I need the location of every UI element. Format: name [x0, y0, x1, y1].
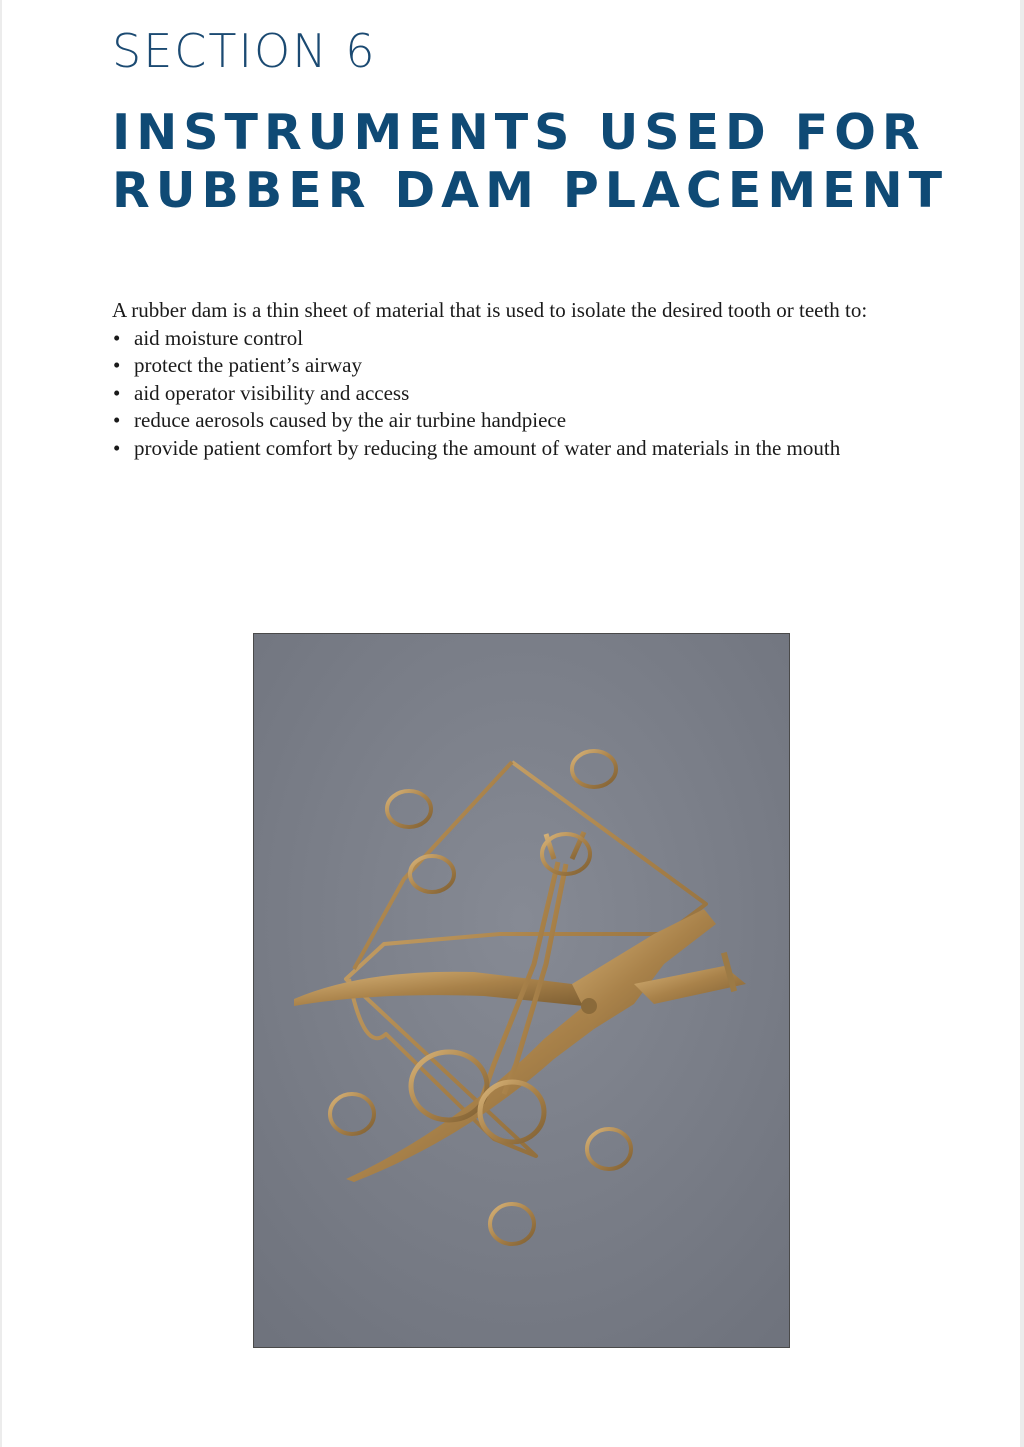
bullet-item [112, 435, 916, 463]
bullet-text: aid operator visibility and access [134, 380, 410, 405]
title-line-1: INSTRUMENTS USED FOR [112, 104, 926, 161]
bullet-text: protect the patient’s airway [134, 353, 362, 377]
bullet-dot: • [113, 325, 121, 350]
intro-paragraph: A rubber dam is a thin sheet of material that is used to isolate the desired tooth or teeth to: [112, 298, 868, 322]
bullet-text: aid moisture control [134, 325, 304, 350]
bullet-dot: • [113, 435, 121, 460]
instruments-illustration [254, 634, 789, 1347]
bullet-dot: • [113, 380, 121, 405]
bullet-text: provide patient comfort by reducing the amount of water and materials in the mouth [134, 435, 841, 460]
section-label: SECTION 6 [112, 24, 377, 78]
bullet-text: reduce aerosols caused by the air turbine handpiece [134, 408, 567, 432]
document-page [2, 0, 1020, 1447]
page-title [112, 104, 948, 220]
bullet-item [112, 352, 916, 380]
body-text [112, 297, 916, 462]
bullet-dot: • [113, 408, 121, 432]
title-line-2: RUBBER DAM PLACEMENT [112, 162, 949, 219]
bullet-item [112, 407, 916, 435]
bullet-item [112, 325, 916, 353]
bullet-list [112, 325, 916, 463]
bullet-item [112, 380, 916, 408]
bullet-dot: • [113, 353, 121, 377]
instruments-photo [253, 633, 790, 1348]
